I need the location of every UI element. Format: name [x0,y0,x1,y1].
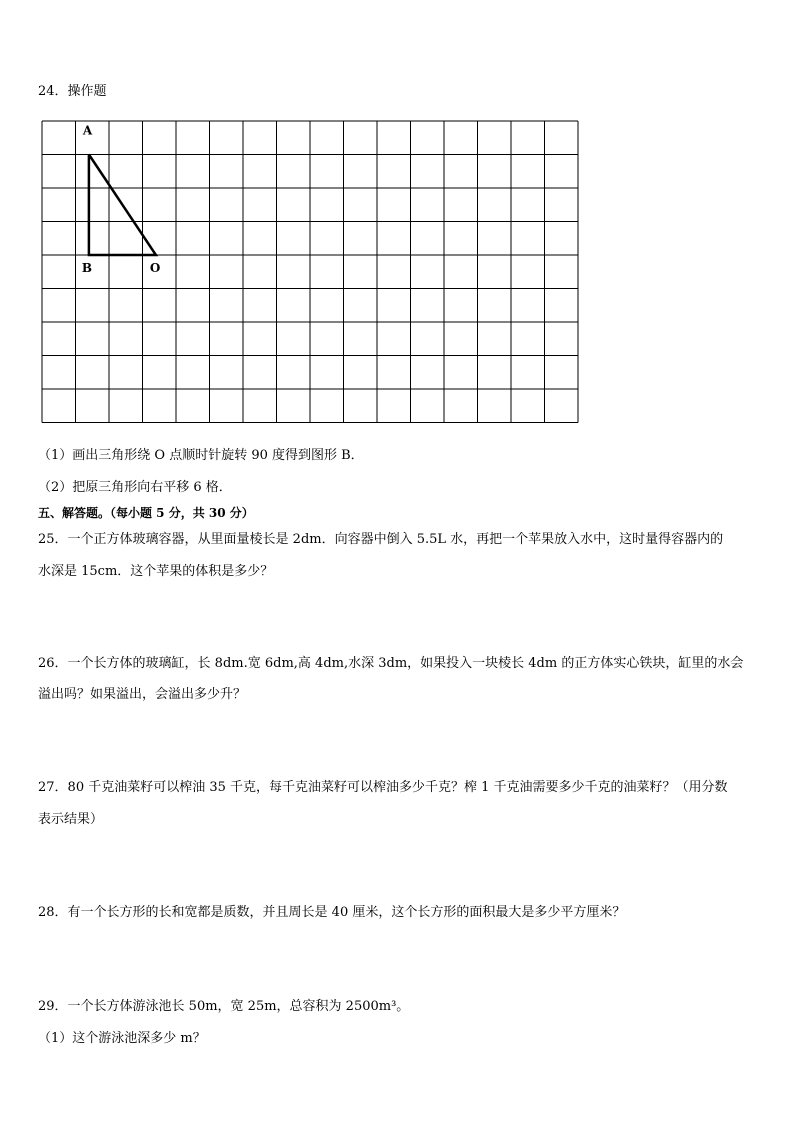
question-27-line-1: 27．80 千克油菜籽可以榨油 35 千克，每千克油菜籽可以榨油多少千克？榨 1 千克油需要多少千克的油菜籽？（用分数 [38,780,728,795]
section-5-heading: 五、解答题。（每小题 5 分，共 30 分） [38,506,254,520]
question-29-line-1: 29．一个长方体游泳池长 50m，宽 25m，总容积为 2500m³。 [38,999,410,1014]
square-grid [42,121,578,423]
question-24-title: 24．操作题 [38,84,107,99]
question-26-line-1: 26．一个长方体的玻璃缸，长 8dm.宽 6dm,高 4dm,水深 3dm，如果投入一块棱长 4dm 的正方体实心铁块，缸里的水会 [38,656,744,671]
question-25-line-2: 水深是 15cm．这个苹果的体积是多少？ [38,564,274,579]
triangle-abo [89,155,156,256]
question-27-line-2: 表示结果） [38,812,104,827]
question-25-line-1: 25．一个正方体玻璃容器，从里面量棱长是 2dm．向容器中倒入 5.5L 水，再把一个苹果放入水中，这时量得容器内的 [38,532,724,547]
question-29-sub-1: （1）这个游泳池深多少 m？ [38,1031,206,1046]
question-24-sub-1: （1）画出三角形绕 O 点顺时针旋转 90 度得到图形 B． [38,448,364,463]
vertex-label-o: O [149,261,161,275]
question-26-line-2: 溢出吗？如果溢出，会溢出多少升？ [38,687,247,702]
vertex-label-b: B [81,261,93,275]
question-24-sub-2: （2）把原三角形向右平移 6 格． [38,480,232,495]
triangle-grid-figure [0,0,794,440]
vertex-label-a: A [82,123,93,138]
question-28-line-1: 28．有一个长方形的长和宽都是质数，并且周长是 40 厘米，这个长方形的面积最大是多少平方厘米？ [38,905,626,920]
